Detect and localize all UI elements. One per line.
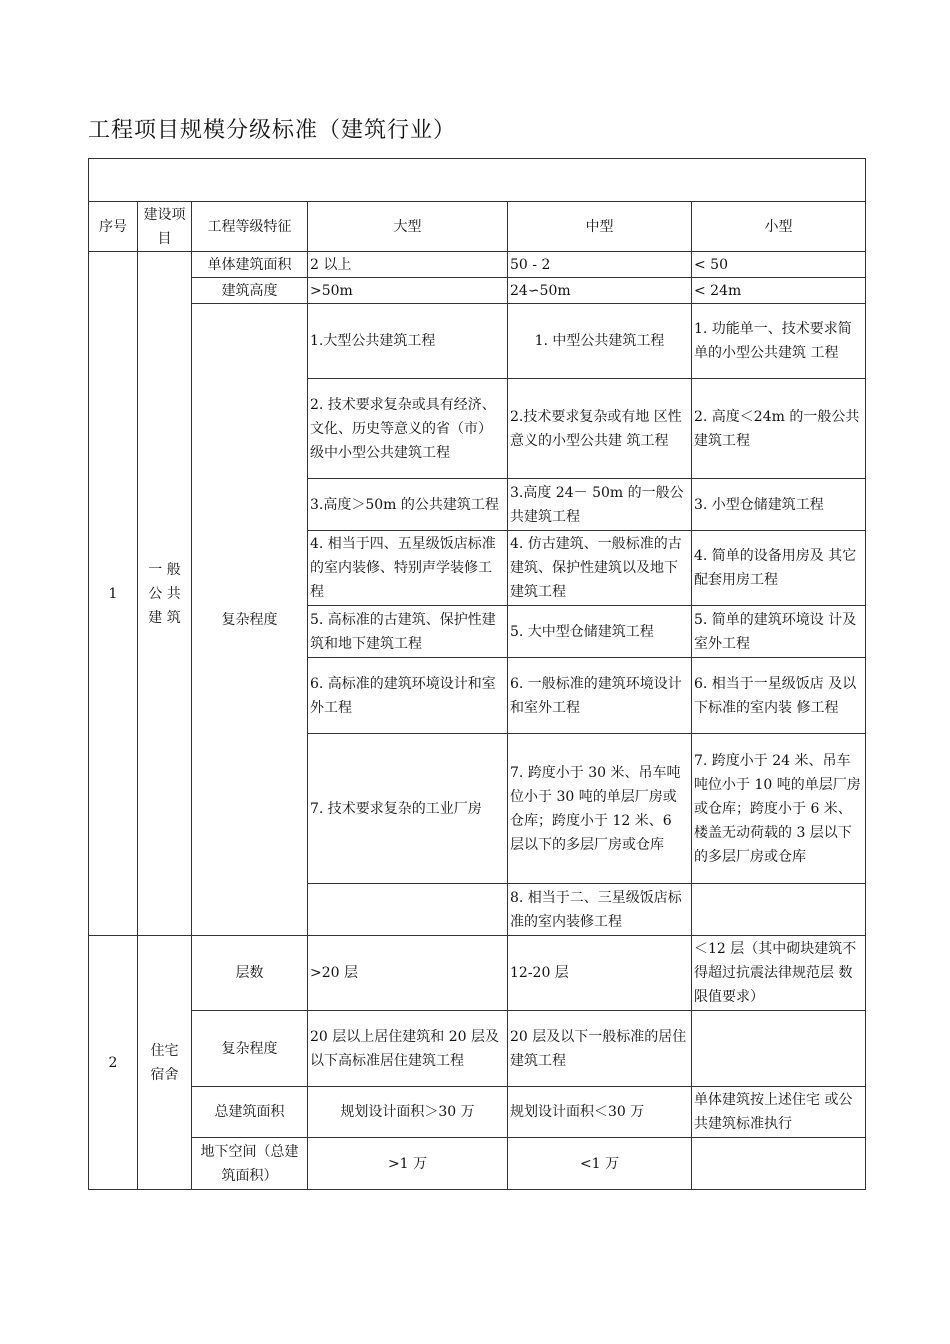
table-row bbox=[89, 1011, 866, 1087]
complexity-large: 6. 高标准的建筑环境设计和室外工程 bbox=[308, 658, 508, 734]
complexity-small: 1. 功能单一、技术要求简单的小型公共建筑 工程 bbox=[692, 304, 866, 379]
header-no: 序号 bbox=[89, 202, 138, 252]
header-large: 大型 bbox=[308, 202, 508, 252]
total-area-medium: 规划设计面积＜30 万 bbox=[508, 1087, 692, 1138]
header-feature: 工程等级特征 bbox=[192, 202, 308, 252]
table-row bbox=[89, 252, 866, 278]
complexity-medium: 4. 仿古建筑、一般标准的古建筑、保护性建筑以及地下建筑工程 bbox=[508, 531, 692, 606]
complexity-medium: 8. 相当于二、三星级饭店标准的室内装修工程 bbox=[508, 884, 692, 936]
header-medium: 中型 bbox=[508, 202, 692, 252]
area-small: < 50 bbox=[692, 252, 866, 278]
table-row bbox=[89, 304, 866, 379]
underground-label: 地下空间（总建筑面积） bbox=[192, 1138, 308, 1190]
complexity-large: 5. 高标准的古建筑、保护性建筑和地下建筑工程 bbox=[308, 606, 508, 658]
group1-item: 一 般 公 共 建 筑 bbox=[138, 252, 192, 936]
height-medium: 24∽50m bbox=[508, 278, 692, 304]
complexity-small: 3. 小型仓储建筑工程 bbox=[692, 479, 866, 531]
scale-classification-table bbox=[88, 158, 866, 1190]
height-large: >50m bbox=[308, 278, 508, 304]
underground-small bbox=[692, 1138, 866, 1190]
underground-large: >1 万 bbox=[308, 1138, 508, 1190]
header-small: 小型 bbox=[692, 202, 866, 252]
floors-large: >20 层 bbox=[308, 936, 508, 1011]
complexity-medium: 1. 中型公共建筑工程 bbox=[508, 304, 692, 379]
header-item: 建设项目 bbox=[138, 202, 192, 252]
complexity-medium: 5. 大中型仓储建筑工程 bbox=[508, 606, 692, 658]
complexity-small bbox=[692, 884, 866, 936]
header-row bbox=[89, 202, 866, 252]
area-medium: 50 - 2 bbox=[508, 252, 692, 278]
complexity-large: 2. 技术要求复杂或具有经济、文化、历史等意义的省（市）级中小型公共建筑工程 bbox=[308, 379, 508, 479]
table-row bbox=[89, 936, 866, 1011]
complexity-small: 5. 简单的建筑环境设 计及室外工程 bbox=[692, 606, 866, 658]
page-title: 工程项目规模分级标准（建筑行业） bbox=[88, 118, 457, 143]
area-large: 2 以上 bbox=[308, 252, 508, 278]
complexity-medium: 7. 跨度小于 30 米、吊车吨位小于 30 吨的单层厂房或仓库；跨度小于 12 米、6 层以下的多层厂房或仓库 bbox=[508, 734, 692, 884]
underground-medium: <1 万 bbox=[508, 1138, 692, 1190]
table-row bbox=[89, 278, 866, 304]
blank-cell bbox=[89, 159, 866, 202]
complexity-label: 复杂程度 bbox=[192, 304, 308, 936]
complexity-large: 7. 技术要求复杂的工业厂房 bbox=[308, 734, 508, 884]
group2-item: 住宅宿舍 bbox=[138, 936, 192, 1190]
total-area-label: 总建筑面积 bbox=[192, 1087, 308, 1138]
complexity-large bbox=[308, 884, 508, 936]
complexity-small: 6. 相当于一星级饭店 及以下标准的室内装 修工程 bbox=[692, 658, 866, 734]
complexity-large: 4. 相当于四、五星级饭店标准的室内装修、特别声学装修工程 bbox=[308, 531, 508, 606]
complexity-medium: 6. 一般标准的建筑环境设计和室外工程 bbox=[508, 658, 692, 734]
complexity-medium: 2.技术要求复杂或有地 区性意义的小型公共建 筑工程 bbox=[508, 379, 692, 479]
blank-row bbox=[89, 159, 866, 202]
group1-number: 1 bbox=[89, 252, 138, 936]
floors-label: 层数 bbox=[192, 936, 308, 1011]
group2-number: 2 bbox=[89, 936, 138, 1190]
area-label: 单体建筑面积 bbox=[192, 252, 308, 278]
floors-medium: 12-20 层 bbox=[508, 936, 692, 1011]
complexity-small: 2. 高度＜24m 的一般公共建筑工程 bbox=[692, 379, 866, 479]
floors-small: ＜12 层（其中砌块建筑不得超过抗震法律规范层 数限值要求） bbox=[692, 936, 866, 1011]
height-small: < 24m bbox=[692, 278, 866, 304]
complexity-large: 1.大型公共建筑工程 bbox=[308, 304, 508, 379]
residential-complexity-small bbox=[692, 1011, 866, 1087]
total-area-large: 规划设计面积＞30 万 bbox=[308, 1087, 508, 1138]
complexity-large: 3.高度＞50m 的公共建筑工程 bbox=[308, 479, 508, 531]
complexity-small: 7. 跨度小于 24 米、吊车吨位小于 10 吨的单层厂房或仓库；跨度小于 6 米、楼盖无动荷载的 3 层以下的多层厂房或仓库 bbox=[692, 734, 866, 884]
residential-complexity-medium: 20 层及以下一般标准的居住建筑工程 bbox=[508, 1011, 692, 1087]
height-label: 建筑高度 bbox=[192, 278, 308, 304]
table-row bbox=[89, 1087, 866, 1138]
total-area-small: 单体建筑按上述住宅 或公共建筑标准执行 bbox=[692, 1087, 866, 1138]
complexity-small: 4. 简单的设备用房及 其它配套用房工程 bbox=[692, 531, 866, 606]
residential-complexity-large: 20 层以上居住建筑和 20 层及以下高标准居住建筑工程 bbox=[308, 1011, 508, 1087]
residential-complexity-label: 复杂程度 bbox=[192, 1011, 308, 1087]
table-row bbox=[89, 1138, 866, 1190]
complexity-medium: 3.高度 24－ 50m 的一般公共建筑工程 bbox=[508, 479, 692, 531]
